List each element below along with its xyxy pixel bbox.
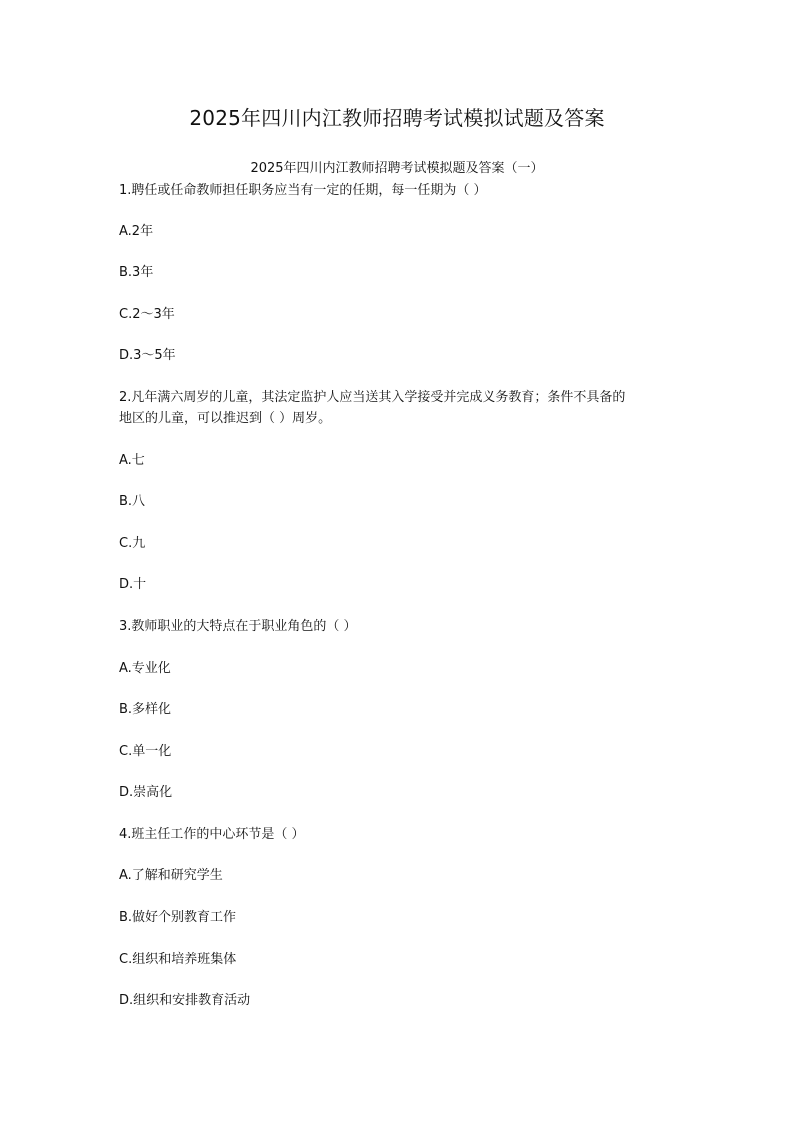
question-1-option-c: C.2～3年 xyxy=(119,307,175,322)
question-3-option-a: A.专业化 xyxy=(119,661,171,676)
question-4-option-d: D.组织和安排教育活动 xyxy=(119,993,251,1008)
question-3-option-d: D.崇高化 xyxy=(119,785,173,800)
question-4-option-c: C.组织和培养班集体 xyxy=(119,952,237,967)
question-3-option-b: B.多样化 xyxy=(119,702,172,717)
question-4-option-a: A.了解和研究学生 xyxy=(119,868,223,883)
question-1-option-d: D.3～5年 xyxy=(119,348,176,363)
question-2-stem-line-1: 2.凡年满六周岁的儿童，其法定监护人应当送其入学接受并完成义务教育；条件不具备的 xyxy=(119,390,626,405)
question-2-option-c: C.九 xyxy=(119,536,146,551)
question-1-stem: 1.聘任或任命教师担任职务应当有一定的任期，每一任期为（ ） xyxy=(119,183,487,198)
question-1-option-b: B.3年 xyxy=(119,265,154,280)
question-2-option-a: A.七 xyxy=(119,453,145,468)
document-title: 2025年四川内江教师招聘考试模拟试题及答案 xyxy=(189,106,605,130)
question-3-stem: 3.教师职业的大特点在于职业角色的（ ） xyxy=(119,619,357,634)
question-2-option-b: B.八 xyxy=(119,494,146,509)
question-4-stem: 4.班主任工作的中心环节是（ ） xyxy=(119,827,305,842)
question-2-stem-line-2: 地区的儿童，可以推迟到（ ）周岁。 xyxy=(119,411,332,426)
question-1-option-a: A.2年 xyxy=(119,224,154,239)
question-4-option-b: B.做好个别教育工作 xyxy=(119,910,237,925)
document-subtitle: 2025年四川内江教师招聘考试模拟题及答案（一） xyxy=(250,161,544,176)
question-2-option-d: D.十 xyxy=(119,577,147,592)
question-3-option-c: C.单一化 xyxy=(119,744,172,759)
